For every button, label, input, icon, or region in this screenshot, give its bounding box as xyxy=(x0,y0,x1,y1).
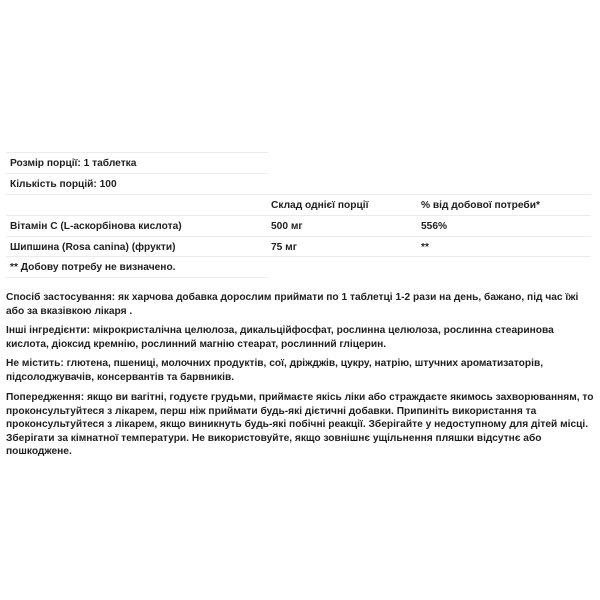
table-header-row xyxy=(6,194,591,215)
ingredient-name: Шипшина (Rosa canina) (фрукти) xyxy=(10,242,176,253)
header-daily-value: % від добової потреби* xyxy=(421,200,540,211)
warning-paragraph: Попередження: якщо ви вагітні, годуєте грудьми, приймаєте якісь ліки або страждаєте якимось захворюванням, то проконсультуйтеся з лікарем, перш ніж приймати будь-які дієтичні добавки. Припиніть використання та проконсультуйтеся з лікарем, якщо виникнуть будь-які побічні реакції. Зберігайте у недоступному для дітей місці. Зберігати за кімнатної температури. Не використовуйте, якщо зовнішнє ущільнення пляшки відсутнє або пошкоджене. xyxy=(6,392,594,457)
supplement-facts-table xyxy=(6,152,591,278)
ingredient-name: Вітамін С (L-аскорбінова кислота) xyxy=(10,221,182,232)
footnote-row xyxy=(6,257,268,278)
servings-count-text: Кількість порцій: 100 xyxy=(10,179,117,190)
servings-count-row xyxy=(6,173,268,194)
table-row xyxy=(6,215,591,236)
ingredient-amount: 500 мг xyxy=(271,221,303,232)
ingredient-daily-value: ** xyxy=(421,242,429,253)
footnote-text: ** Добову потребу не визначено. xyxy=(10,262,176,273)
table-row xyxy=(6,236,591,257)
ingredient-amount: 75 мг xyxy=(271,242,297,253)
ingredient-daily-value: 556% xyxy=(421,221,448,232)
usage-paragraph: Спосіб застосування: як харчова добавка дорослим приймати по 1 таблетці 1-2 рази на день, бажано, під час їжі або за вказівкою лікаря . xyxy=(6,292,579,317)
serving-size-text: Розмір порції: 1 таблетка xyxy=(10,158,137,169)
other-ingredients-paragraph: Інші інгредієнти: мікрокристалічна целюлоза, дикальційфосфат, рослинна целюлоза, рослинна стеаринова кислота, діоксид кремнію, рослинний магнію стеарат, рослинний гліцерин. xyxy=(6,325,554,350)
free-from-paragraph: Не містить: глютена, пшениці, молочних продуктів, сої, дріжджів, цукру, натрію, штучних ароматизаторів, підсолоджувачів, консервантів та барвників. xyxy=(6,358,544,383)
serving-size-row xyxy=(6,152,268,173)
header-amount: Склад однієї порції xyxy=(271,200,369,211)
